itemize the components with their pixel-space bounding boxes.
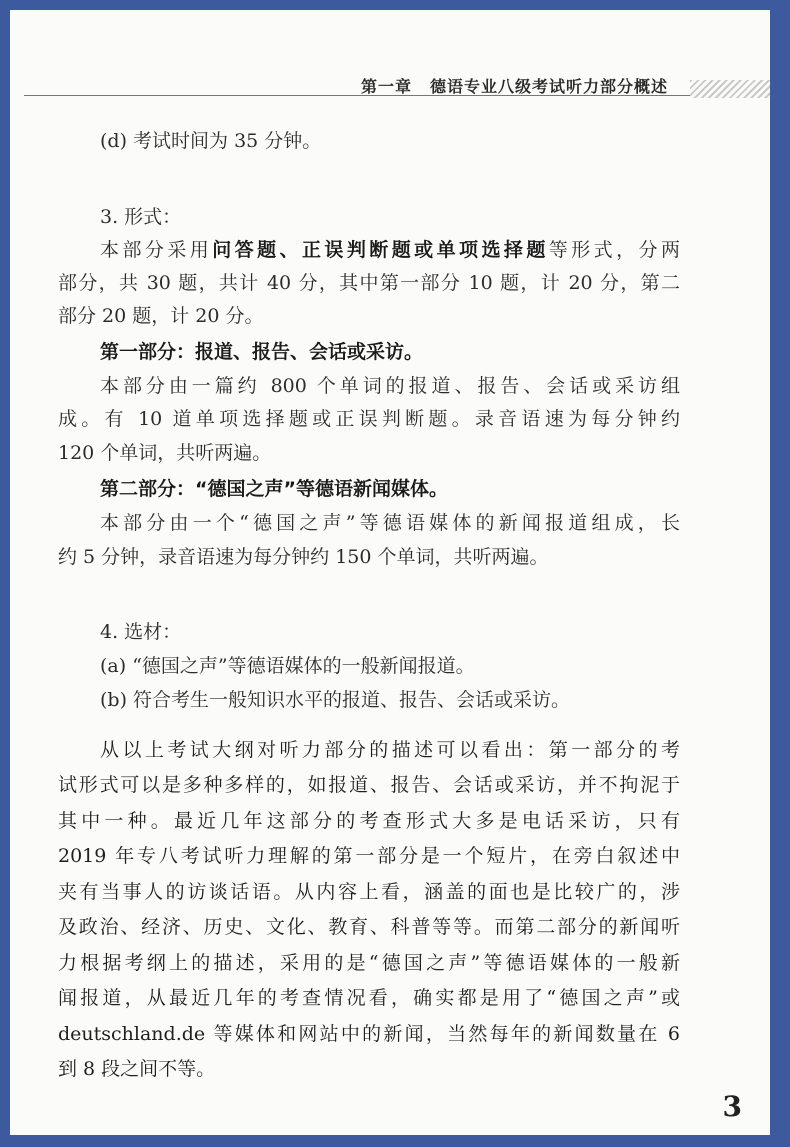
section-3-paragraph-line-1: 本部分采用问答题、正误判断题或单项选择题等形式，分两 [100, 239, 680, 261]
section-4-item-a: (a) “德国之声”等德语媒体的一般新闻报道。 [100, 655, 475, 677]
section-3-paragraph-line-2: 部分，共 30 题，共计 40 分，其中第一部分 10 题，计 20 分，第二 [58, 272, 680, 294]
part-2-heading: 第二部分：“德国之声”等德语新闻媒体。 [100, 478, 448, 500]
section-3-paragraph-line-3: 部分 20 题，计 20 分。 [58, 305, 264, 327]
summary-line-9: deutschland.de 等媒体和网站中的新闻，当然每年的新闻数量在 6 [58, 1023, 680, 1045]
part-1-line-2: 成。有 10 道单项选择题或正误判断题。录音语速为每分钟约 [58, 408, 680, 430]
summary-line-7: 力根据考纲上的描述，采用的是“德国之声”等德语媒体的一般新 [58, 952, 680, 974]
summary-line-10: 到 8 段之间不等。 [58, 1058, 216, 1080]
part-1-heading: 第一部分：报道、报告、会话或采访。 [100, 341, 424, 363]
exam-duration: (d) 考试时间为 35 分钟。 [100, 130, 322, 152]
question-types: 问答题、正误判断题或单项选择题 [212, 239, 549, 261]
book-page [10, 10, 770, 1135]
summary-line-4: 2019 年专八考试听力理解的第一部分是一个短片，在旁白叙述中 [58, 845, 680, 867]
summary-line-2: 试形式可以是多种多样的，如报道、报告、会话或采访，并不拘泥于 [58, 774, 680, 796]
summary-line-8: 闻报道，从最近几年的考查情况看，确实都是用了“德国之声”或 [58, 987, 680, 1009]
section-3-heading: 3. 形式： [100, 206, 182, 228]
header-rule [24, 95, 690, 96]
header-title: 德语专业八级考试听力部分概述 [429, 77, 668, 96]
summary-line-1: 从以上考试大纲对听力部分的描述可以看出：第一部分的考 [100, 739, 680, 761]
part-2-line-2: 约 5 分钟，录音语速为每分钟约 150 个单词，共听两遍。 [58, 546, 549, 568]
section-4-item-b: (b) 符合考生一般知识水平的报道、报告、会话或采访。 [100, 689, 571, 711]
header-chapter: 第一章 [360, 77, 412, 96]
summary-line-5: 夹有当事人的访谈话语。从内容上看，涵盖的面也是比较广的，涉 [58, 881, 680, 903]
summary-line-6: 及政治、经济、历史、文化、教育、科普等等。而第二部分的新闻听 [58, 916, 680, 938]
part-2-line-1: 本部分由一个“德国之声”等德语媒体的新闻报道组成，长 [100, 512, 680, 534]
page-number: 3 [722, 1090, 742, 1123]
part-1-line-3: 120 个单词，共听两遍。 [58, 442, 272, 464]
summary-line-3: 其中一种。最近几年这部分的考查形式大多是电话采访，只有 [58, 810, 680, 832]
running-header [361, 74, 668, 97]
part-1-line-1: 本部分由一篇约 800 个单词的报道、报告、会话或采访组 [100, 375, 680, 397]
section-4-heading: 4. 选材： [100, 621, 182, 643]
header-decoration [690, 80, 770, 98]
